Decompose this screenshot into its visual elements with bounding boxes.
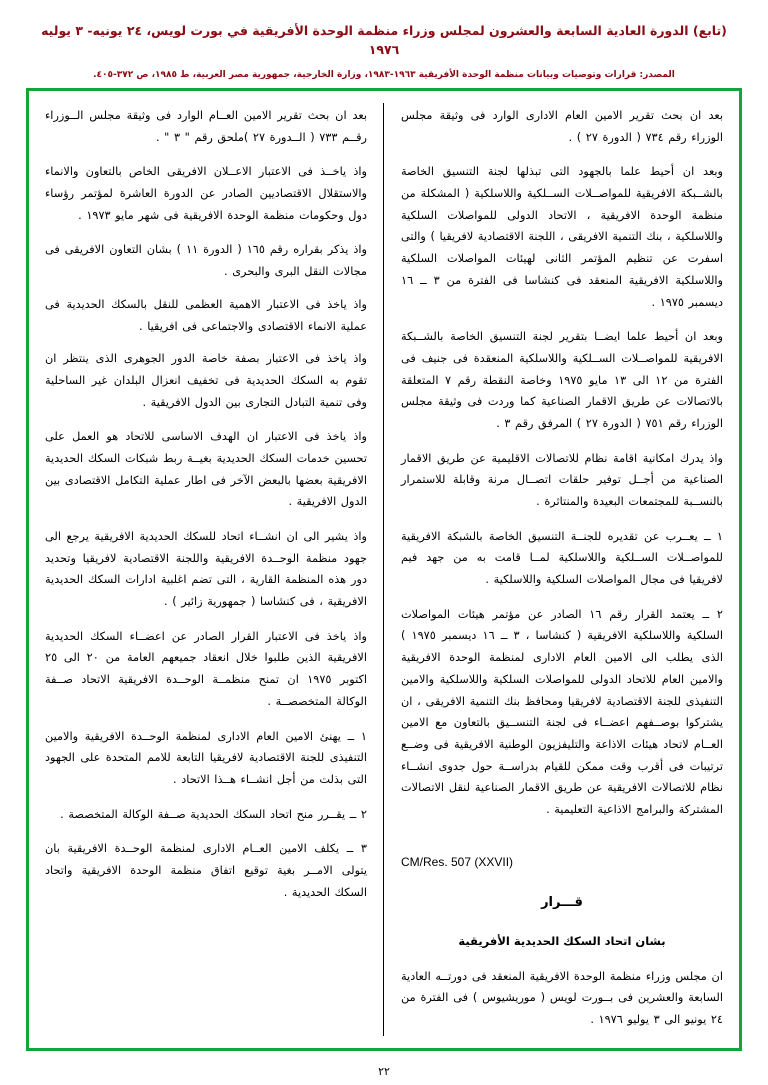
page-number: ٢٢ [378,1065,390,1078]
resolution-title: قـــرار [541,894,583,910]
paragraph: بعد ان بحث تقرير الامين العام الادارى الوارد فى وثيقة مجلس الوزراء رقم ٧٣٤ ( الدورة ٢٧ ) . [401,109,723,144]
paragraph: ٢ ــ يعتمد القرار رقم ١٦ الصادر عن مؤتمر هيئات المواصلات السلكية واللاسلكية الافريقية ( كنشاسا ، ٣ ــ ١٦ ديسمبر ١٩٧٥ ) الذى يطلب الى الامين العام الادارى لمنظمة الوحدة الافريقية والامين العام للاتحاد الدولى للمواصلات السلكية واللاسلكية والامين التنفيذى للجنة الاقتصادية لافريقيا ومحافظ بنك التنمية الافريقى ، ان يشتركوا بوصــفهم اعضــاء فى لجنة التنســيق بالتعاون مع الامين العــام لاتحاد هيئات الاذاعة والتليفزيون الوطنية الافريقية فى وضــع ترتيبات فى أقرب وقت ممكن للقيام بدراســة حول جدوى انشــاء نظام للاتصالات الافريقية عن طريق الاقمار الصناعية لنقل الاتصالات المشتركة والبرامج الاذاعية التعليمية . [401,607,723,816]
resolution-code: CM/Res. 507 (XXVII) [401,854,514,869]
resolution-subtitle: بشان اتحاد السكك الحديدية الأفريقية [458,933,666,948]
two-column-body [45,105,723,1038]
content-frame [26,88,742,1051]
right-column [397,105,723,1038]
document-header [26,22,742,82]
paragraph: وبعد ان أحيط علما ايضــا بتقرير لجنة التنسيق الخاصة بالشــبكة الافريقية للمواصــلات الســلكية واللاسلكية المنعقدة فى جنيف فى الفترة من ١٢ الى ١٣ مايو ١٩٧٥ وخاصة النقطة رقم ٧ المتعلقة بالاتصالات عن طريق الاقمار الصناعية كما وردت فى وثيقة مجلس الوزراء رقم ٧٥١ ( الدورة ٢٧ ) المرفق رقم ٣ . [401,330,723,430]
paragraph: واذ يشير الى ان انشــاء اتحاد للسكك الحديدية الافريقية يرجع الى جهود منظمة الوحــدة الافريقية واللجنة الاقتصادية لافريقيا وتحديد دور هذه المنظمة القارية ، التى تضم اغلبية ادارات السكك الحديدية الافريقية ، فى كنشاسا ( جمهورية زائير ) . [45,530,367,609]
paragraph: واذ يذكر بقراره رقم ١٦٥ ( الدورة ١١ ) بشان التعاون الافريقى فى مجالات النقل البرى والبحرى . [45,243,367,279]
resolution-body: ان مجلس وزراء منظمة الوحدة الافريقية المنعقد فى دورتــه العادية السابعة والعشرين فى بــورت لويس ( موريشيوس ) فى الفترة من ٢٤ يونيو الى ٣ يوليو ١٩٧٦ . [401,969,723,1026]
paragraph: واذ ياخــذ فى الاعتبار الاعــلان الافريقى الخاص بالتعاون والانماء والاستقلال الاقتصاديين الصادر عن الدورة العاشرة لمؤتمر رؤساء دول وحكومات منظمة الوحدة الافريقية فى شهر مايو ١٩٧٣ . [45,165,367,222]
paragraph: واذ ياخذ فى الاعتبار بصفة خاصة الدور الجوهرى الذى ينتظر ان تقوم به السكك الحديدية فى تخفيف انعزال البلدان غير الساحلية وفى تنمية التبادل التجارى بين الدول الافريقية . [45,352,367,409]
source-line: المصدر: قرارات وتوصيات وبيانات منظمة الوحدة الأفريقية ١٩٦٣-١٩٨٣، وزارة الخارجية، جمهورية مصر العربية، ط ١٩٨٥، ص ٣٧٢-٤٠٥. [93,69,675,80]
paragraph: واذ ياخذ فى الاعتبار القرار الصادر عن اعضــاء السكك الحديدية الافريقية الذين طلبوا خلال انعقاد جميعهم العامة من ٢٠ الى ٢٥ اكتوبر ١٩٧٥ ان تمنح منظمــة الوحــدة الافريقية الاتحاد صــفة الوكالة المتخصصــة . [45,629,368,708]
paragraph: ٢ ــ يقــرر منح اتحاد السكك الحديدية صــفة الوكالة المتخصصة . [60,807,367,821]
column-divider [383,103,384,1036]
paragraph: وبعد ان أحيط علما بالجهود التى تبذلها لجنة التنسيق الخاصة بالشــبكة الافريقية للمواصــلات الســلكية واللاسلكية ( المشكلة من منظمة الوحدة الافريقية ، الاتحاد الدولى للمواصلات السلكية واللاسلكية ، بنك التنمية الافريقى ، اللجنة الاقتصادية لافريقيا ) والتى اسفرت عن تنظيم المؤتمر الثانى لهيئات المواصلات السلكية واللاسلكية الافريقية المنعقد فى كنشاسا فى الفترة من ٣ ــ ١٦ ديسمبر ١٩٧٥ . [401,165,723,309]
paragraph: واذ ياخذ فى الاعتبار ان الهدف الاساسى للاتحاد هو العمل على تحسين خدمات السكك الحديدية بغيــة ربط شبكات السكك الحديدية الافريقية بعضها بالبعض الآخر فى اطار عملية التكامل الاقتصادى بين الدول الافريقية . [45,430,367,509]
paragraph: ١ ــ يعــرب عن تقديره للجنــة التنسيق الخاصة بالشبكة الافريقية للمواصــلات الســلكية واللاسلكية لمــا قامت به من جهد فيم لافريقيا فى مجال المواصلات السلكية واللاسلكية . [401,529,723,587]
page-title: (تابع) الدورة العادية السابعة والعشرون لمجلس وزراء منظمة الوحدة الأفريقية في بورت لويس، ٢٤ يونيه- ٣ يوليه ١٩٧٦ [41,23,727,57]
left-column [45,105,371,1038]
paragraph: واذ يدرك امكانية اقامة نظام للاتصالات الاقليمية عن طريق الاقمار الصناعية من أجــل توفير حلقات اتصــال مرنة وقابلة للاستمرار بالنســبة للمجتمعات البعيدة والمنتاثرة . [401,451,723,508]
paragraph: ٣ ــ يكلف الامين العــام الادارى لمنظمة الوحــدة الافريقية بان يتولى الامــر بغية توقيع اتفاق منظمة الوحدة الافريقية واتحاد السكك الحديدية . [45,842,367,899]
paragraph: بعد ان بحث تقرير الامين العــام الوارد فى وثيقة مجلس الــوزراء رقــم ٧٣٣ ( الــدورة ٢٧ )ملحق رقم " ٣ " . [45,109,367,144]
paragraph: ١ ــ يهنئ الامين العام الادارى لمنظمة الوحــدة الافريقية والامين التنفيذى للجنة الاقتصادية لافريقيا التابعة للامم المتحدة على الجهود التى بذلت من أجل انشــاء هــذا الاتحاد . [45,729,367,786]
paragraph: واذ ياخذ فى الاعتبار الاهمية العظمى للنقل بالسكك الحديدية فى عملية الانماء الاقتصادى والاجتماعى فى افريقيا . [45,297,367,333]
